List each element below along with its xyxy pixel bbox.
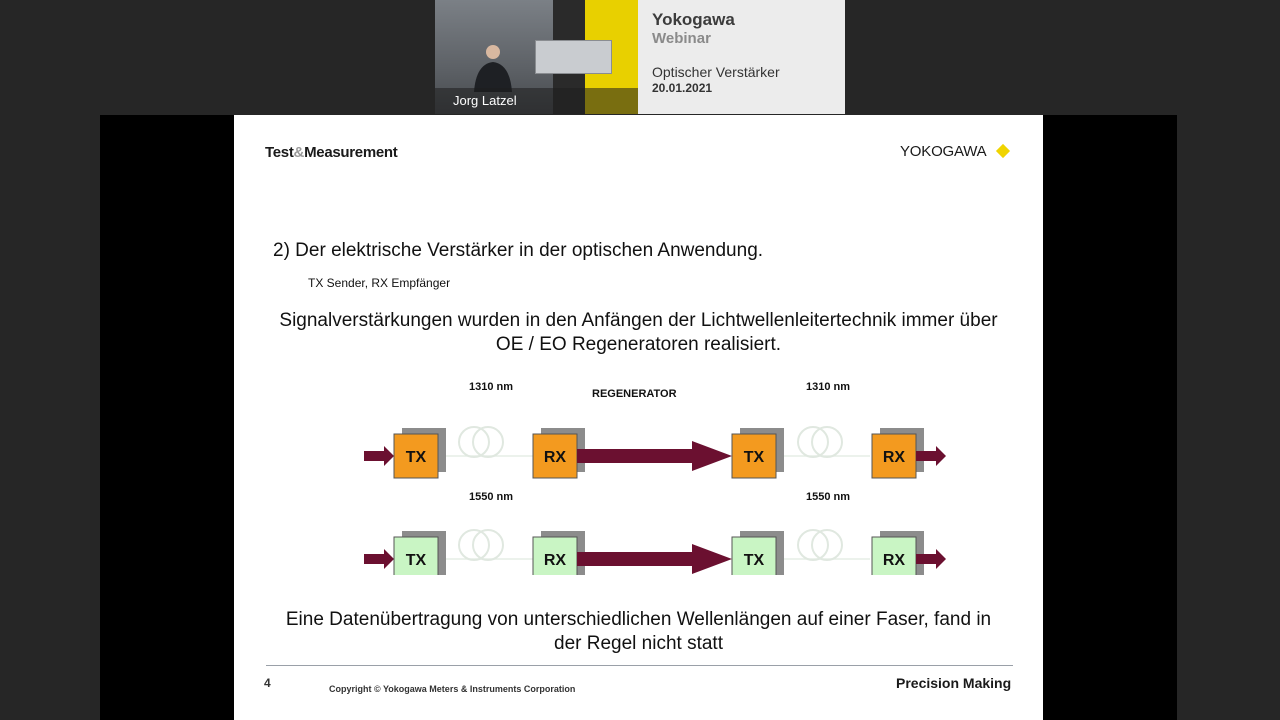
tx-box-label: TX — [743, 449, 765, 466]
presenter-figure — [470, 42, 516, 92]
diagram-row-1 — [360, 375, 946, 556]
webinar-topic: Optischer Verstärker — [652, 64, 780, 80]
presenter-name: Jorg Latzel — [435, 88, 638, 114]
webinar-subtitle: Webinar — [652, 30, 711, 47]
webinar-brand: Yokogawa — [652, 10, 735, 29]
row1-wavelength-left: 1310 nm — [469, 381, 514, 393]
input-arrow-icon — [364, 446, 394, 466]
tx-box-label: TX — [405, 449, 427, 466]
tx-box-label: TX — [743, 552, 765, 569]
video-instrument-bench — [535, 40, 612, 74]
footer-divider — [266, 665, 1013, 666]
webinar-info-card — [638, 0, 845, 114]
input-arrow-icon — [364, 549, 394, 569]
slide-heading: 2) Der elektrische Verstärker in der optischen Anwendung. — [273, 240, 764, 261]
row1-wavelength-right: 1310 nm — [806, 381, 851, 393]
rx-box-label: RX — [543, 552, 567, 569]
presenter-video-tile[interactable] — [435, 0, 638, 114]
tx-box-label: TX — [405, 552, 427, 569]
regenerator-arrow-icon — [577, 544, 732, 574]
rx-box-label: RX — [882, 552, 906, 569]
row2-wavelength-left: 1550 nm — [469, 491, 514, 503]
copyright-text: Copyright © Yokogawa Meters & Instruments Corporation — [329, 684, 576, 694]
row2-wavelength-right: 1550 nm — [806, 491, 851, 503]
footer-precision-making: Precision Making — [896, 675, 1012, 691]
slide — [234, 115, 1043, 720]
regenerator-label: REGENERATOR — [592, 388, 677, 400]
slide-paragraph-1 — [234, 309, 1043, 357]
regenerator-diagram — [360, 375, 950, 575]
page-number: 4 — [264, 676, 271, 690]
webinar-date: 20.01.2021 — [652, 81, 713, 95]
paragraph-1-line-1: Signalverstärkungen wurden in den Anfängen der Lichtwellenleitertechnik immer über — [279, 310, 998, 331]
rx-box-label: RX — [882, 449, 906, 466]
rx-box-label: RX — [543, 449, 567, 466]
paragraph-2-line-2: der Regel nicht statt — [554, 633, 723, 654]
slide-header-test-measurement — [265, 144, 397, 161]
header-amp: & — [293, 144, 305, 161]
yokogawa-diamond-icon — [996, 144, 1010, 158]
yokogawa-logo: YOKOGAWA — [900, 143, 987, 160]
paragraph-1-line-2: OE / EO Regeneratoren realisiert. — [495, 334, 782, 355]
diagram-row-2 — [364, 530, 946, 575]
slide-subnote: TX Sender, RX Empfänger — [308, 276, 451, 290]
header-test: Test — [265, 144, 294, 161]
regenerator-arrow-icon — [577, 441, 732, 471]
slide-paragraph-2 — [234, 608, 1043, 656]
header-measurement: Measurement — [304, 144, 398, 161]
paragraph-2-line-1: Eine Datenübertragung von unterschiedlichen Wellenlängen auf einer Faser, fand in — [285, 609, 992, 630]
